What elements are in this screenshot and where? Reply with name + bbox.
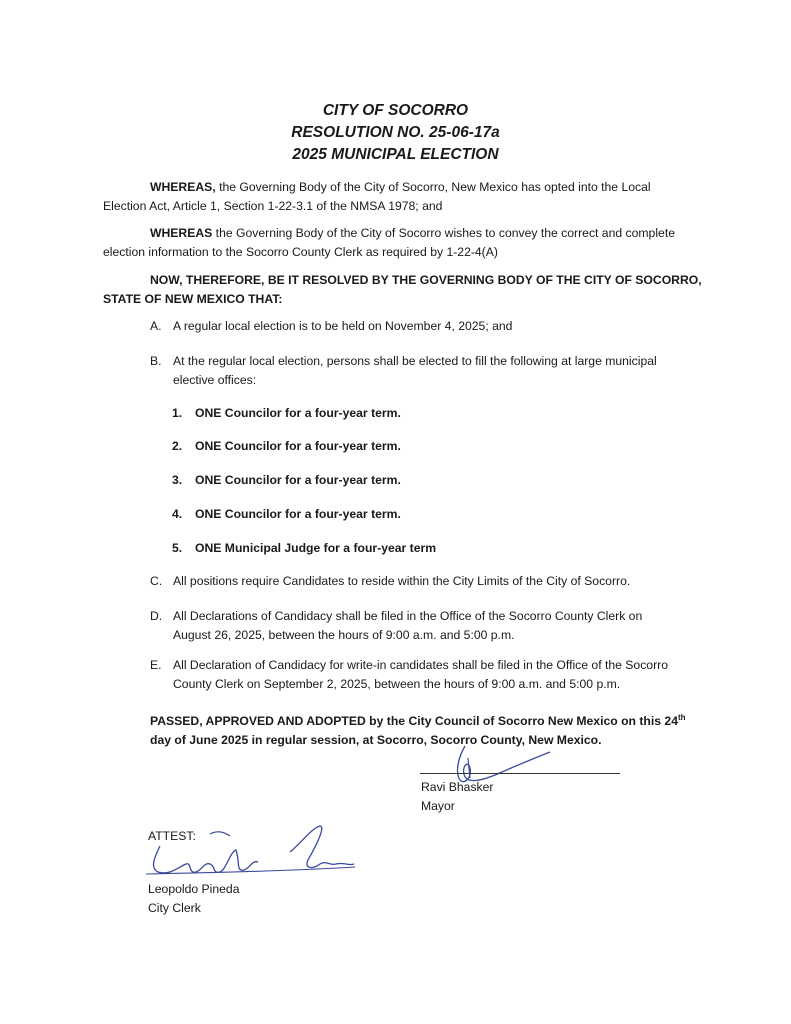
passed-paragraph bbox=[150, 708, 710, 750]
list-item-e bbox=[150, 656, 710, 694]
passed-text: PASSED, APPROVED AND ADOPTED by the City Council of Socorro New Mexico on this 24 bbox=[150, 714, 678, 729]
office-number: 2. bbox=[172, 439, 183, 453]
mayor-signature-line bbox=[420, 773, 620, 774]
whereas-paragraph-2 bbox=[103, 224, 703, 262]
title-city: CITY OF SOCORRO bbox=[322, 102, 469, 119]
attest-label: ATTEST: bbox=[148, 829, 196, 843]
mayor-title: Mayor bbox=[421, 799, 455, 813]
item-text: All Declaration of Candidacy for write-in candidates shall be filed in the Office of the Socorro bbox=[173, 658, 668, 672]
ordinal-suffix: th bbox=[677, 713, 686, 722]
item-text: All positions require Candidates to reside within the City Limits of the City of Socorro. bbox=[173, 574, 631, 588]
item-label: B. bbox=[150, 354, 162, 368]
title-election: 2025 MUNICIPAL ELECTION bbox=[292, 146, 499, 163]
whereas-text: the Governing Body of the City of Socorro wishes to convey the correct and complete bbox=[212, 226, 675, 240]
mayor-name: Ravi Bhasker bbox=[421, 780, 494, 794]
office-number: 1. bbox=[172, 406, 183, 420]
clerk-title: City Clerk bbox=[148, 901, 201, 915]
office-item bbox=[172, 539, 572, 558]
office-text: ONE Councilor for a four-year term. bbox=[195, 439, 401, 453]
list-item-b bbox=[150, 352, 710, 390]
clerk-block bbox=[148, 880, 240, 918]
office-number: 4. bbox=[172, 507, 183, 521]
whereas-text-continued: Election Act, Article 1, Section 1-22-3.1 of the NMSA 1978; and bbox=[103, 199, 443, 213]
item-label: A. bbox=[150, 319, 162, 333]
resolved-line-1: NOW, THEREFORE, BE IT RESOLVED BY THE GOVERNING BODY OF THE CITY OF SOCORRO, bbox=[150, 273, 702, 287]
resolved-line-2: STATE OF NEW MEXICO THAT: bbox=[103, 292, 283, 306]
item-label: E. bbox=[150, 658, 162, 672]
resolved-paragraph bbox=[103, 271, 703, 309]
office-text: ONE Municipal Judge for a four-year term bbox=[195, 541, 437, 555]
item-text-continued: elective offices: bbox=[173, 373, 257, 387]
office-number: 5. bbox=[172, 541, 183, 555]
clerk-name: Leopoldo Pineda bbox=[148, 882, 240, 896]
item-text-continued: County Clerk on September 2, 2025, between the hours of 9:00 a.m. and 5:00 p.m. bbox=[173, 677, 621, 691]
list-item-a bbox=[150, 317, 710, 336]
office-text: ONE Councilor for a four-year term. bbox=[195, 507, 401, 521]
passed-text-continued: day of June 2025 in regular session, at Socorro, Socorro County, New Mexico. bbox=[150, 733, 602, 748]
item-text-continued: August 26, 2025, between the hours of 9:00 a.m. and 5:00 p.m. bbox=[173, 628, 515, 642]
clerk-signature-icon bbox=[140, 822, 370, 887]
office-item bbox=[172, 471, 572, 490]
item-text: At the regular local election, persons shall be elected to fill the following at large municipal bbox=[173, 354, 657, 368]
item-text: A regular local election is to be held on November 4, 2025; and bbox=[173, 319, 513, 333]
office-item bbox=[172, 404, 572, 423]
title-resolution-number: RESOLUTION NO. 25-06-17a bbox=[291, 124, 500, 141]
item-text: All Declarations of Candidacy shall be filed in the Office of the Socorro County Clerk on bbox=[173, 609, 643, 623]
whereas-text: the Governing Body of the City of Socorro, New Mexico has opted into the Local bbox=[215, 180, 651, 194]
office-text: ONE Councilor for a four-year term. bbox=[195, 406, 401, 420]
item-label: C. bbox=[150, 574, 163, 588]
office-item bbox=[172, 505, 572, 524]
whereas-lead: WHEREAS bbox=[150, 226, 213, 240]
item-label: D. bbox=[150, 609, 163, 623]
office-text: ONE Councilor for a four-year term. bbox=[195, 473, 401, 487]
whereas-text-continued: election information to the Socorro County Clerk as required by 1-22-4(A) bbox=[103, 245, 498, 259]
mayor-block bbox=[421, 778, 493, 816]
list-item-c bbox=[150, 572, 710, 591]
whereas-paragraph-1 bbox=[103, 178, 703, 216]
whereas-lead: WHEREAS, bbox=[150, 180, 216, 194]
office-item bbox=[172, 437, 572, 456]
list-item-d bbox=[150, 607, 710, 645]
office-number: 3. bbox=[172, 473, 183, 487]
